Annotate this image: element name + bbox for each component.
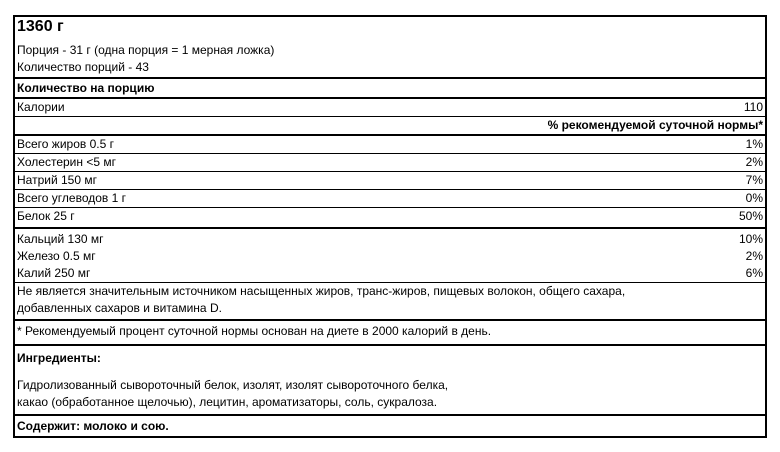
divider: [15, 414, 765, 416]
divider: [15, 207, 765, 208]
nutrition-label: 1360 г Порция - 31 г (одна порция = 1 мерная ложка) Количество порций - 43 Количество на порцию Калории 110 % рекомендуемой суточной нормы* Всего жиров 0.5 г 1% Холестерин <5 мг 2% Натрий 150 мг 7% Всего углеводов 1 г 0% Белок 25 г 50% Кальций 130 мг 10% Железо 0.5 мг 2% Калий 250 мг 6% Не является значительным источником насыщенных жиров, транс-жиров, пищевых волокон, общего сахара, добавленных сахаров и витамина D. * Рекомендуемый процент суточной нормы основан на диете в 2000 калорий в день. Ингредиенты: Гидролизованный сывороточный белок, изолят, изолят сывороточного белка, какао (обработанное щелочью), лецитин, ароматизаторы, соль, сукралоза. Содержит: молоко и сою.: [13, 15, 767, 438]
divider: [15, 97, 765, 99]
divider: [15, 189, 765, 190]
divider: [15, 153, 765, 154]
divider: [15, 344, 765, 346]
divider: [15, 77, 765, 79]
divider: [15, 227, 765, 229]
divider: [15, 134, 765, 136]
package-weight: 1360 г: [17, 18, 64, 35]
divider: [15, 171, 765, 172]
divider: [15, 319, 765, 321]
